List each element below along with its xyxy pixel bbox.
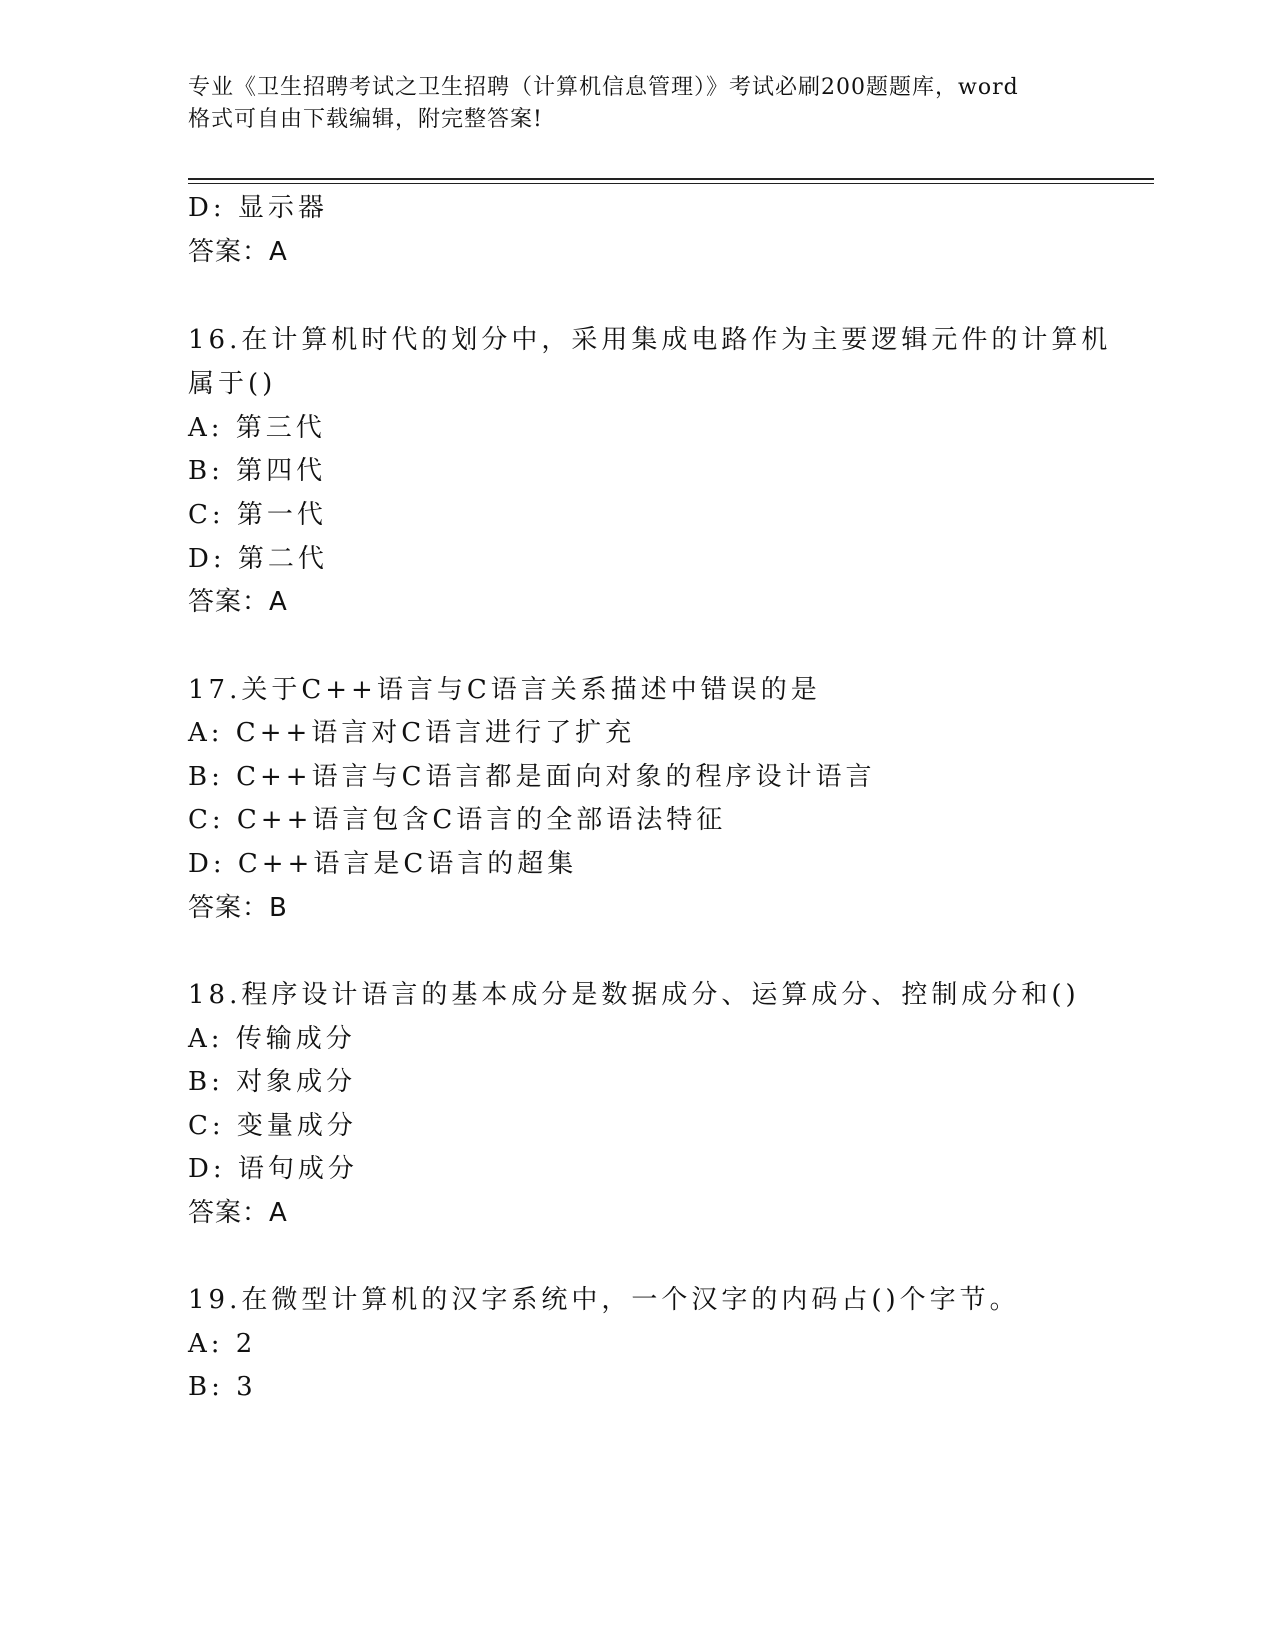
q17-option-d: D: C++语言是C语言的超集 [188,849,578,879]
q18-option-b: B: 对象成分 [188,1067,357,1097]
q17-option-a: A: C++语言对C语言进行了扩充 [188,718,636,748]
header-divider-top [188,178,1154,180]
header-line-1: 专业《卫生招聘考试之卫生招聘（计算机信息管理）》考试必刷200题题库，word [188,75,1019,100]
q16-stem-line-1: 16.在计算机时代的划分中，采用集成电路作为主要逻辑元件的计算机 [188,325,1112,355]
q19-option-a: A: 2 [188,1329,257,1359]
header-line-2: 格式可自由下载编辑，附完整答案! [188,107,543,132]
q19-stem: 19.在微型计算机的汉字系统中，一个汉字的内码占()个字节。 [188,1285,1020,1315]
q18-option-a: A: 传输成分 [188,1024,356,1054]
q18-option-d: D: 语句成分 [188,1154,358,1184]
header-divider-bottom [188,183,1154,184]
q18-option-c: C: 变量成分 [188,1111,357,1141]
q16-stem-line-2: 属于() [188,369,277,399]
q15-option-d: D: 显示器 [188,193,328,223]
q16-option-c: C: 第一代 [188,500,327,530]
q18-stem: 18.程序设计语言的基本成分是数据成分、运算成分、控制成分和() [188,980,1080,1010]
q18-answer: 答案：A [188,1198,288,1228]
q17-option-c: C: C++语言包含C语言的全部语法特征 [188,805,727,835]
document-header [188,72,1108,136]
q17-option-b: B: C++语言与C语言都是面向对象的程序设计语言 [188,762,876,792]
q17-answer: 答案：B [188,893,288,923]
q19-option-b: B: 3 [188,1372,257,1402]
q16-option-a: A: 第三代 [188,413,326,443]
q17-stem: 17.关于C++语言与C语言关系描述中错误的是 [188,675,821,705]
q16-option-b: B: 第四代 [188,456,327,486]
q16-option-d: D: 第二代 [188,544,328,574]
q16-answer: 答案：A [188,587,288,617]
q15-answer: 答案：A [188,237,288,267]
